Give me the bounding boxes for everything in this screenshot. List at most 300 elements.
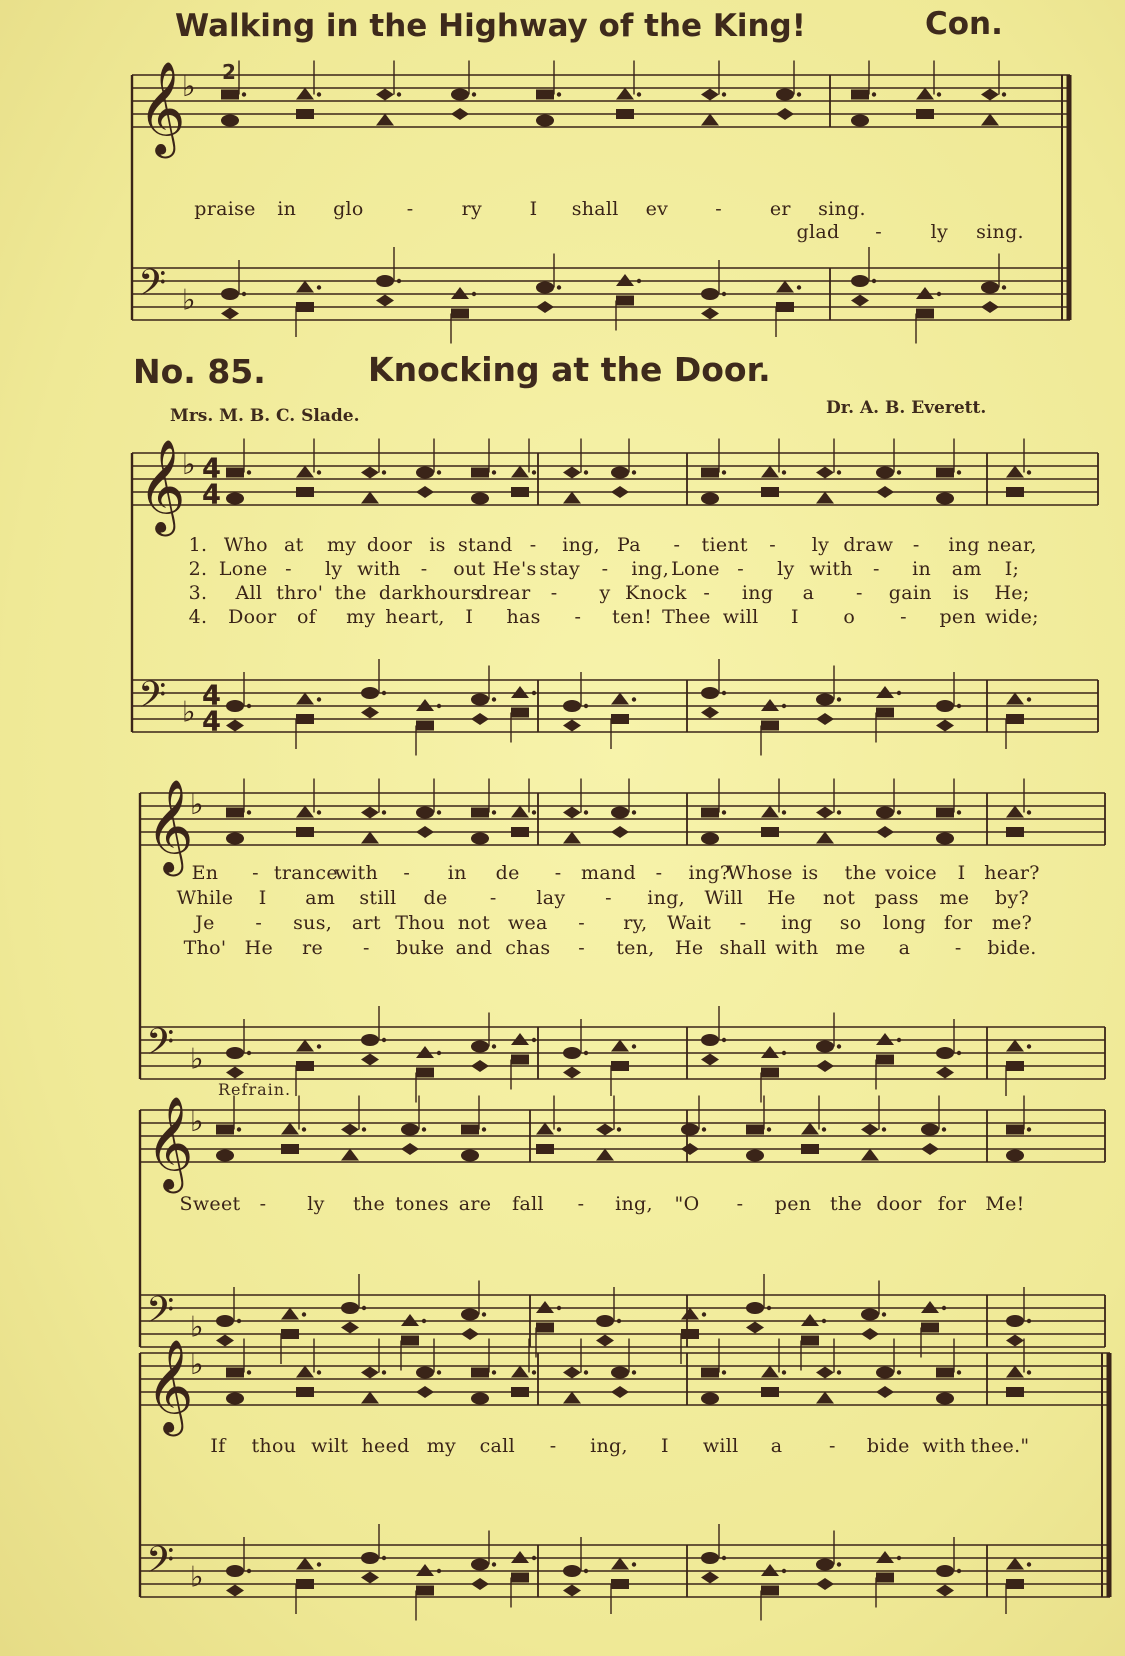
note-head	[596, 1315, 614, 1327]
dot	[822, 1319, 826, 1323]
dot	[722, 292, 726, 296]
note-head	[876, 686, 894, 698]
note-head	[921, 1323, 939, 1333]
lyric-hyphen: -	[655, 862, 663, 884]
treble-clef: 𝄞	[138, 61, 186, 155]
note-head	[936, 468, 954, 478]
note-head	[1006, 1061, 1024, 1071]
note-head	[701, 288, 719, 300]
note-head	[451, 287, 469, 299]
dot	[532, 1038, 536, 1042]
note-head	[611, 826, 629, 838]
note-head	[761, 827, 779, 837]
lyric-syllable: sing.	[818, 198, 866, 220]
lyric-syllable: tones	[395, 1193, 449, 1215]
note-head	[471, 808, 489, 818]
lyric-hyphen: -	[489, 887, 497, 909]
note-head	[851, 275, 869, 287]
dot	[1027, 1562, 1031, 1566]
note-head	[761, 1366, 779, 1378]
dot	[632, 470, 636, 474]
note-head	[296, 827, 314, 837]
note-head	[981, 89, 999, 101]
note-head	[851, 90, 869, 100]
lyric-syllable: ing,	[615, 1193, 653, 1215]
note-head	[1006, 714, 1024, 724]
lyric-syllable: stand	[457, 534, 513, 556]
note-head	[416, 486, 434, 498]
note-head	[936, 720, 954, 732]
note-head	[216, 1315, 234, 1327]
lyric-syllable: of	[296, 606, 317, 628]
note-head	[416, 807, 434, 819]
dot	[1027, 1044, 1031, 1048]
dot	[584, 1569, 588, 1573]
prev-hymn-continued-label: Con.	[925, 6, 1003, 42]
note-head	[611, 1558, 629, 1570]
note-head	[416, 1367, 434, 1379]
dot	[532, 691, 536, 695]
note-head	[361, 707, 379, 719]
note-head	[226, 1368, 244, 1378]
note-head	[851, 115, 869, 127]
note-head	[471, 694, 489, 706]
lyric-hyphen: -	[737, 558, 745, 580]
dot	[382, 470, 386, 474]
lyric-syllable: ry	[461, 198, 483, 220]
lyric-syllable: ing?	[688, 862, 731, 884]
note-head	[563, 720, 581, 732]
flat-key-signature: ♭	[190, 1041, 204, 1076]
time-signature-bottom: 4	[202, 706, 221, 738]
dot	[317, 1562, 321, 1566]
lyric-syllable: En	[191, 862, 219, 884]
lyric-syllable: heed	[361, 1435, 410, 1457]
note-head	[936, 1368, 954, 1378]
lyric-syllable: with	[775, 937, 819, 959]
note-head	[611, 1367, 629, 1379]
note-head	[1006, 1040, 1024, 1052]
lyric-syllable: not	[457, 912, 491, 934]
lyric-syllable: sus,	[293, 912, 333, 934]
dot	[837, 1562, 841, 1566]
note-head	[226, 1585, 244, 1597]
lyric-syllable: I;	[1004, 558, 1020, 580]
flat-key-signature: ♭	[190, 786, 204, 821]
dot	[632, 1370, 636, 1374]
dot	[247, 1370, 251, 1374]
lyric-syllable: ten!	[612, 606, 653, 628]
lyric-syllable: pass	[874, 887, 919, 909]
lyric-syllable: door	[876, 1193, 922, 1215]
flat-key-signature: ♭	[182, 694, 196, 729]
lyric-syllable: I	[529, 198, 538, 220]
lyric-syllable: Je	[195, 912, 215, 934]
lyric-syllable: in	[912, 558, 932, 580]
note-head	[761, 806, 779, 818]
lyric-hyphen: -	[703, 582, 711, 604]
lyric-syllable: Tho'	[183, 937, 227, 959]
lyric-hyphen: -	[554, 862, 562, 884]
lyric-syllable: Knock	[625, 582, 687, 604]
note-head	[876, 1573, 894, 1583]
note-head	[511, 1573, 529, 1583]
lyric-syllable: ing,	[631, 558, 670, 580]
dot	[797, 92, 801, 96]
note-head	[876, 826, 894, 838]
lyric-syllable: with	[334, 862, 379, 884]
note-head	[281, 1308, 299, 1320]
lyric-syllable: He;	[994, 582, 1030, 604]
lyric-syllable: lay	[536, 887, 566, 909]
dot	[362, 1127, 366, 1131]
dot	[617, 1127, 621, 1131]
dot	[317, 470, 321, 474]
note-head	[361, 1367, 379, 1379]
lyric-syllable: is	[429, 534, 446, 556]
note-head	[536, 282, 554, 294]
treble-clef: 𝄞	[146, 1339, 194, 1433]
lyric-syllable: He	[767, 887, 796, 909]
note-head	[681, 1329, 699, 1339]
dot	[957, 1569, 961, 1573]
lyric-syllable: with	[922, 1435, 966, 1457]
lyric-syllable: near,	[987, 534, 1037, 556]
dot	[937, 292, 941, 296]
dot	[837, 1044, 841, 1048]
dot	[492, 470, 496, 474]
dot	[897, 1038, 901, 1042]
note-head	[776, 302, 794, 312]
lyric-syllable: ing,	[590, 1435, 628, 1457]
note-head	[701, 1368, 719, 1378]
lyric-syllable: my	[426, 1435, 457, 1457]
lyric-syllable: He	[674, 937, 704, 959]
lyric-syllable: buke	[396, 937, 445, 959]
lyric-syllable: Wait	[667, 912, 712, 934]
note-head	[1006, 1579, 1024, 1589]
dot	[897, 1556, 901, 1560]
note-head	[471, 468, 489, 478]
note-head	[536, 1144, 554, 1154]
note-head	[563, 1585, 581, 1597]
note-head	[611, 1061, 629, 1071]
bass-clef: 𝄢	[146, 1538, 175, 1590]
note-head	[916, 109, 934, 119]
note-head	[416, 1068, 434, 1078]
note-head	[296, 88, 314, 100]
dot	[584, 1370, 588, 1374]
time-signature-top: 4	[202, 680, 221, 712]
dot	[617, 1319, 621, 1323]
note-head	[816, 807, 834, 819]
dot	[532, 1370, 536, 1374]
dot	[584, 810, 588, 814]
lyric-syllable: I	[258, 887, 267, 909]
note-head	[761, 466, 779, 478]
dot	[1027, 1319, 1031, 1323]
note-head	[296, 714, 314, 724]
lyric-syllable: is	[952, 582, 970, 604]
note-head	[416, 1386, 434, 1398]
lyric-syllable: art	[351, 912, 381, 934]
note-head	[563, 807, 581, 819]
note-head	[611, 486, 629, 498]
lyric-syllable: sing.	[976, 221, 1024, 243]
dot	[782, 704, 786, 708]
dot	[722, 1556, 726, 1560]
note-head	[511, 1055, 529, 1065]
note-head	[536, 1123, 554, 1135]
note-head	[611, 693, 629, 705]
lyric-hyphen: -	[769, 534, 776, 556]
lyric-syllable: He	[244, 937, 274, 959]
note-head	[416, 1564, 434, 1576]
note-head	[1006, 487, 1024, 497]
note-head	[916, 287, 934, 299]
note-head	[876, 807, 894, 819]
note-head	[536, 90, 554, 100]
dot	[557, 285, 561, 289]
dot	[1027, 697, 1031, 701]
lyric-hyphen: -	[601, 558, 609, 580]
lyric-syllable: Will	[704, 887, 744, 909]
note-head	[921, 1301, 939, 1313]
dot	[302, 1312, 306, 1316]
lyric-syllable: er	[769, 198, 791, 220]
note-head	[616, 88, 634, 100]
note-head	[536, 115, 554, 127]
note-head	[471, 1578, 489, 1590]
dot	[882, 1312, 886, 1316]
note-head	[296, 281, 314, 293]
lyric-syllable: Lone	[671, 558, 720, 580]
lyric-hyphen: -	[954, 937, 962, 959]
dot	[722, 1038, 726, 1042]
note-head	[471, 493, 489, 505]
dot	[472, 292, 476, 296]
note-head	[746, 1302, 764, 1314]
measure-number: 2	[222, 60, 236, 84]
note-head	[461, 1150, 479, 1162]
note-head	[281, 1329, 299, 1339]
lyric-hyphen: -	[529, 534, 537, 556]
lyric-syllable: ing	[948, 534, 980, 556]
lyric-hyphen: -	[875, 221, 883, 243]
flat-key-signature: ♭	[190, 1559, 204, 1594]
note-head	[611, 1579, 629, 1589]
lyric-hyphen: -	[900, 606, 907, 628]
dot	[247, 1569, 251, 1573]
note-head	[451, 108, 469, 120]
note-head	[816, 713, 834, 725]
lyric-syllable: long	[882, 912, 926, 934]
lyric-syllable: is	[802, 862, 819, 884]
note-head	[761, 721, 779, 731]
lyric-hyphen: -	[406, 198, 414, 220]
note-head	[761, 1586, 779, 1596]
lyric-syllable: bide	[866, 1435, 910, 1457]
lyric-syllable: will	[702, 1435, 739, 1457]
dot	[584, 704, 588, 708]
lyric-hyphen: -	[736, 1193, 744, 1215]
dot	[317, 810, 321, 814]
dot	[837, 1370, 841, 1374]
lyric-syllable: the	[844, 862, 877, 884]
note-head	[226, 833, 244, 845]
dot	[872, 279, 876, 283]
lyric-syllable: mand	[581, 862, 636, 884]
note-head	[761, 1068, 779, 1078]
dot	[557, 1306, 561, 1310]
dot	[1027, 1370, 1031, 1374]
note-head	[511, 1387, 529, 1397]
note-head	[361, 687, 379, 699]
note-head	[1006, 1558, 1024, 1570]
note-head	[816, 694, 834, 706]
note-head	[701, 493, 719, 505]
note-head	[511, 1366, 529, 1378]
note-head	[416, 721, 434, 731]
note-head	[296, 487, 314, 497]
note-head	[563, 1367, 581, 1379]
dot	[1027, 1127, 1031, 1131]
note-head	[361, 1572, 379, 1584]
note-head	[1006, 1150, 1024, 1162]
lyric-hyphen: -	[856, 582, 863, 604]
dot	[317, 92, 321, 96]
note-head	[226, 1067, 244, 1079]
dot	[422, 1319, 426, 1323]
lyric-syllable: While	[176, 887, 234, 909]
dot	[492, 697, 496, 701]
lyric-syllable: thee."	[970, 1435, 1030, 1457]
dot	[492, 810, 496, 814]
lyric-hyphen: -	[605, 887, 612, 909]
note-head	[296, 1387, 314, 1397]
hymn-title: Knocking at the Door.	[368, 350, 771, 389]
lyric-syllable: wea	[507, 912, 548, 934]
dot	[482, 1312, 486, 1316]
note-head	[701, 687, 719, 699]
lyric-syllable: the	[829, 1193, 863, 1215]
lyric-hyphen: -	[285, 558, 292, 580]
note-head	[226, 1047, 244, 1059]
note-head	[921, 1143, 939, 1155]
lyric-syllable: fall	[512, 1193, 544, 1215]
dot	[837, 810, 841, 814]
lyric-hyphen: -	[549, 1435, 557, 1457]
lyric-hyphen: -	[912, 534, 920, 556]
lyric-hyphen: -	[574, 606, 582, 628]
note-head	[916, 88, 934, 100]
lyricist-credit: Mrs. M. B. C. Slade.	[170, 406, 360, 426]
note-head	[216, 1125, 234, 1135]
note-head	[816, 492, 834, 504]
dot	[237, 1319, 241, 1323]
note-head	[296, 109, 314, 119]
note-head	[746, 1150, 764, 1162]
note-head	[876, 708, 894, 718]
refrain-label: Refrain.	[218, 1080, 292, 1099]
treble-clef: 𝄞	[146, 779, 194, 873]
bass-clef: 𝄢	[146, 1020, 175, 1072]
lyric-syllable: door	[366, 534, 413, 556]
lyric-syllable: hear?	[984, 862, 1040, 884]
note-head	[876, 1033, 894, 1045]
note-head	[416, 699, 434, 711]
note-head	[361, 492, 379, 504]
lyric-syllable: "O	[674, 1193, 700, 1215]
note-head	[981, 282, 999, 294]
lyric-syllable: Whose	[726, 862, 793, 884]
lyric-syllable: not	[822, 887, 856, 909]
note-head	[376, 275, 394, 287]
composer-credit: Dr. A. B. Everett.	[826, 398, 987, 418]
lyric-syllable: Door	[228, 606, 277, 628]
dot	[632, 1044, 636, 1048]
lyric-hyphen: -	[578, 937, 585, 959]
lyric-syllable: Pa	[617, 534, 641, 556]
note-head	[221, 90, 239, 100]
dot	[632, 1562, 636, 1566]
lyric-syllable: ly	[930, 221, 949, 243]
bass-clef: 𝄢	[138, 261, 167, 313]
note-head	[776, 281, 794, 293]
note-head	[511, 487, 529, 497]
lyric-syllable: 4.	[188, 606, 208, 628]
lyric-syllable: Sweet	[179, 1193, 241, 1215]
note-head	[341, 1322, 359, 1334]
note-head	[226, 1393, 244, 1405]
lyric-syllable: the	[334, 582, 367, 604]
note-head	[801, 1123, 819, 1135]
note-head	[981, 114, 999, 126]
note-head	[876, 486, 894, 498]
note-head	[401, 1124, 419, 1136]
note-head	[816, 467, 834, 479]
note-head	[746, 1125, 764, 1135]
lyric-hyphen: -	[577, 1193, 585, 1215]
lyric-syllable: If	[210, 1435, 226, 1457]
note-head	[616, 274, 634, 286]
note-head	[226, 468, 244, 478]
dot	[397, 92, 401, 96]
lyric-syllable: Thou	[395, 912, 446, 934]
lyric-syllable: at	[283, 534, 304, 556]
note-head	[401, 1314, 419, 1326]
note-head	[341, 1149, 359, 1161]
dot	[897, 1370, 901, 1374]
dot	[637, 92, 641, 96]
lyric-syllable: a	[802, 582, 815, 604]
lyric-syllable: thou	[251, 1435, 297, 1457]
lyric-syllable: glo	[333, 198, 364, 220]
note-head	[361, 832, 379, 844]
lyric-syllable: All	[235, 582, 263, 604]
lyric-syllable: I	[791, 606, 799, 628]
flat-key-signature: ♭	[182, 68, 196, 103]
note-head	[611, 1386, 629, 1398]
note-head	[226, 700, 244, 712]
note-head	[701, 114, 719, 126]
note-head	[296, 693, 314, 705]
note-head	[761, 1387, 779, 1397]
note-head	[1006, 1125, 1024, 1135]
note-head	[563, 1565, 581, 1577]
lyric-syllable: in	[277, 198, 297, 220]
note-head	[296, 1061, 314, 1071]
